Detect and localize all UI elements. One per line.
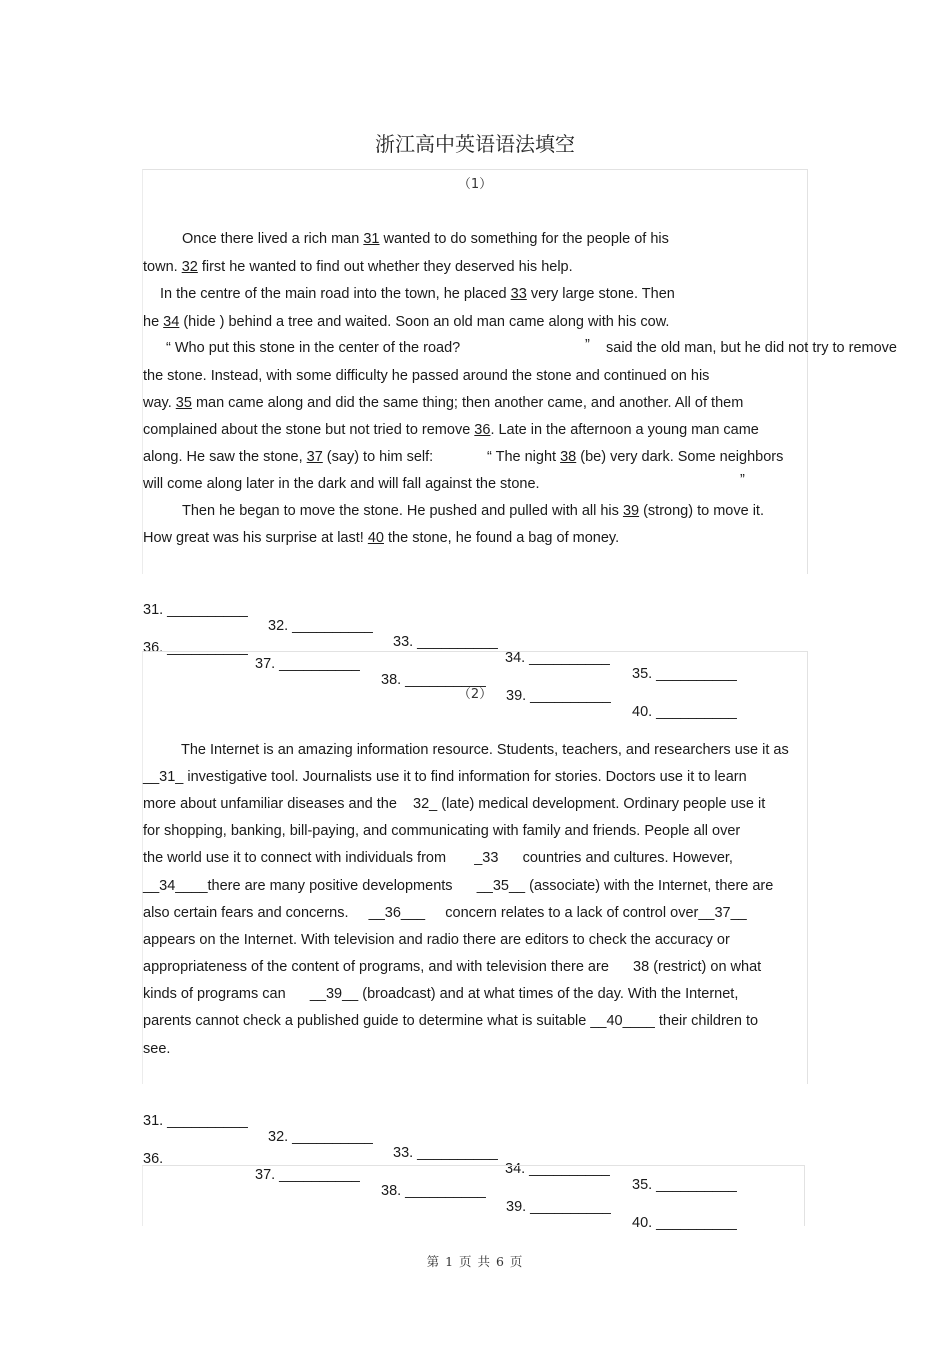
passage-line: “ The night 38 (be) very dark. Some neighbors bbox=[487, 449, 784, 465]
answer-blank[interactable]: 38. __________ bbox=[381, 1183, 486, 1199]
page-title: 浙江高中英语语法填空 bbox=[375, 132, 575, 156]
section-1-heading: （1） bbox=[457, 177, 493, 192]
passage-line: ” bbox=[740, 472, 745, 488]
passage-line: he 34 (hide ) behind a tree and waited. Soon an old man came along with his cow. bbox=[143, 314, 670, 330]
answer-blank[interactable]: 38. __________ bbox=[381, 672, 486, 688]
passage-line: will come along later in the dark and will fall against the stone. bbox=[143, 476, 540, 492]
passage-line: parents cannot check a published guide to determine what is suitable __40____ their children to bbox=[143, 1013, 759, 1029]
passage-line: appears on the Internet. With television and radio there are editors to check the accuracy or bbox=[143, 932, 730, 948]
passage-line: also certain fears and concerns. __36___ concern relates to a lack of control over__37__ bbox=[143, 905, 747, 921]
answer-blank[interactable]: 37. __________ bbox=[255, 1167, 360, 1183]
answer-blank[interactable]: 34. __________ bbox=[505, 1161, 610, 1177]
answer-blank[interactable]: 39. __________ bbox=[506, 1199, 611, 1215]
section-2-heading: （2） bbox=[457, 687, 493, 702]
passage-line: Once there lived a rich man 31 wanted to do something for the people of his bbox=[182, 231, 669, 247]
passage-line: The Internet is an amazing information resource. Students, teachers, and researchers use it as bbox=[181, 742, 789, 758]
passage-line: town. 32 first he wanted to find out whether they deserved his help. bbox=[143, 259, 573, 275]
passage-line: __31_ investigative tool. Journalists use it to find information for stories. Doctors use it to learn bbox=[143, 769, 747, 785]
passage-line: the world use it to connect with individuals from _33 countries and cultures. However, bbox=[143, 850, 733, 866]
passage-line: kinds of programs can __39__ (broadcast) and at what times of the day. With the Internet, bbox=[143, 986, 739, 1002]
answer-blank[interactable]: 35. __________ bbox=[632, 1177, 737, 1193]
passage-line: Then he began to move the stone. He pushed and pulled with all his 39 (strong) to move it. bbox=[182, 503, 764, 519]
passage-line: way. 35 man came along and did the same thing; then another came, and another. All of them bbox=[143, 395, 744, 411]
passage-line: “ Who put this stone in the center of the road? bbox=[166, 340, 461, 356]
section-3-frame bbox=[142, 1165, 805, 1226]
answer-blank[interactable]: 36. __________ bbox=[143, 1151, 248, 1167]
answer-blank[interactable]: 33. __________ bbox=[393, 1145, 498, 1161]
answer-blank[interactable]: 34. __________ bbox=[505, 650, 610, 666]
answer-blank[interactable]: 32. __________ bbox=[268, 618, 373, 634]
passage-line: appropriateness of the content of programs, and with television there are 38 (restrict) on what bbox=[143, 959, 762, 975]
passage-line: ” bbox=[585, 337, 590, 353]
passage-line: How great was his surprise at last! 40 the stone, he found a bag of money. bbox=[143, 530, 620, 546]
passage-line: more about unfamiliar diseases and the 32_ (late) medical development. Ordinary people use it bbox=[143, 796, 766, 812]
answer-blank[interactable]: 37. __________ bbox=[255, 656, 360, 672]
passage-line: the stone. Instead, with some difficulty he passed around the stone and continued on his bbox=[143, 368, 710, 384]
passage-line: complained about the stone but not tried to remove 36. Late in the afternoon a young man came bbox=[143, 422, 759, 438]
answer-blank[interactable]: 32. __________ bbox=[268, 1129, 373, 1145]
answer-blank[interactable]: 31. __________ bbox=[143, 1113, 248, 1129]
answer-blank[interactable]: 40. __________ bbox=[632, 704, 737, 720]
answer-blank[interactable]: 31. __________ bbox=[143, 602, 248, 618]
answer-blank[interactable]: 39. __________ bbox=[506, 688, 611, 704]
answer-blank[interactable]: 40. __________ bbox=[632, 1215, 737, 1231]
passage-line: for shopping, banking, bill-paying, and communicating with family and friends. People all over bbox=[143, 823, 741, 839]
answer-blank[interactable]: 36. __________ bbox=[143, 640, 248, 656]
passage-line: __34____there are many positive developments __35__ (associate) with the Internet, there are bbox=[143, 878, 774, 894]
page-footer: 第 1 页 共 6 页 bbox=[426, 1254, 524, 1269]
passage-line: along. He saw the stone, 37 (say) to him self: bbox=[143, 449, 434, 465]
answer-blank[interactable]: 35. __________ bbox=[632, 666, 737, 682]
passage-line: see. bbox=[143, 1041, 171, 1057]
passage-line: In the centre of the main road into the town, he placed 33 very large stone. Then bbox=[160, 286, 675, 302]
answer-blank[interactable]: 33. __________ bbox=[393, 634, 498, 650]
passage-line: said the old man, but he did not try to remove bbox=[606, 340, 897, 356]
